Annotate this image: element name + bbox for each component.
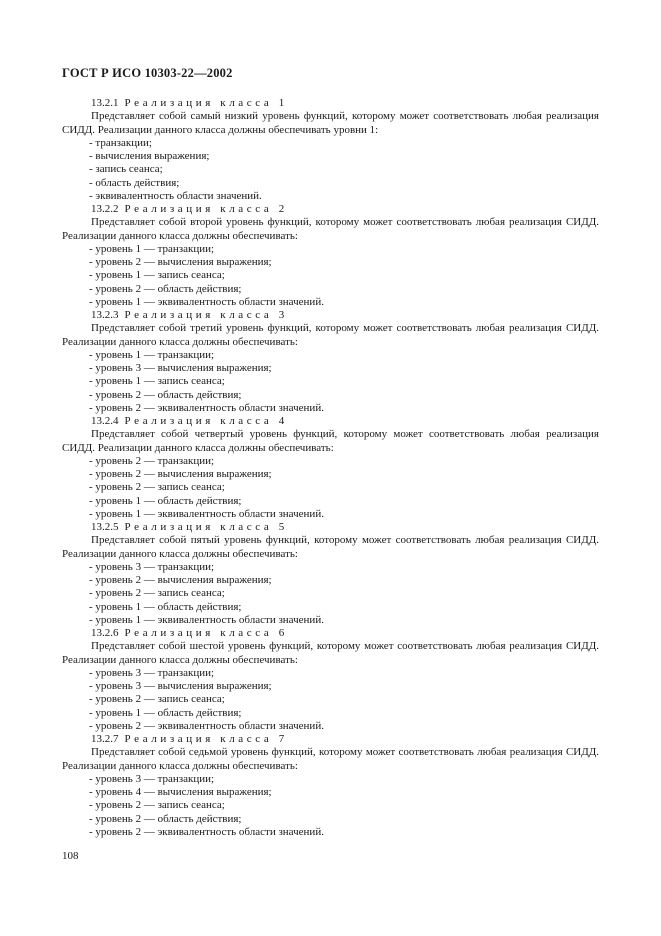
section-heading [62, 203, 599, 216]
section-paragraph: Представляет собой шестой уровень функций, которому может соответствовать любая реализация СИДД. Реализации данного класса должны обеспечивать: [62, 640, 599, 666]
section-13-2-5 [62, 521, 599, 627]
list-item: - транзакции; [89, 136, 152, 149]
list-item: - уровень 1 — эквивалентность области значений. [89, 613, 324, 626]
list-item: - запись сеанса; [89, 163, 163, 176]
section-13-2-2 [62, 203, 599, 309]
list-item: - уровень 2 — вычисления выражения; [89, 574, 272, 586]
document-body [62, 97, 599, 839]
page-number: 108 [62, 850, 79, 862]
list-item: - уровень 1 — транзакции; [89, 242, 215, 255]
requirements-list [62, 349, 599, 415]
section-heading [62, 733, 599, 746]
list-item: - уровень 2 — область действия; [89, 282, 242, 295]
list-item: - уровень 1 — транзакции; [89, 348, 215, 361]
list-item: - уровень 1 — область действия; [89, 706, 242, 719]
section-heading [62, 627, 599, 640]
list-item: - уровень 4 — вычисления выражения; [89, 786, 272, 798]
section-heading [62, 97, 599, 110]
section-number: 13.2.6 [91, 627, 119, 639]
list-item: - уровень 2 — вычисления выражения; [89, 468, 272, 480]
list-item: - уровень 1 — эквивалентность области значений. [89, 295, 324, 308]
section-title: Реализация класса 6 [124, 627, 288, 639]
section-heading [62, 309, 599, 322]
section-title: Реализация класса 7 [124, 733, 288, 745]
list-item: - уровень 1 — запись сеанса; [89, 375, 225, 388]
section-number: 13.2.4 [91, 415, 119, 427]
section-13-2-3 [62, 309, 599, 415]
list-item: - уровень 1 — запись сеанса; [89, 269, 225, 282]
section-title: Реализация класса 5 [124, 521, 288, 533]
list-item: - уровень 3 — транзакции; [89, 666, 215, 679]
list-item: - уровень 3 — транзакции; [89, 560, 215, 573]
section-number: 13.2.7 [91, 733, 119, 745]
requirements-list [62, 455, 599, 521]
section-13-2-6 [62, 627, 599, 733]
section-heading [62, 415, 599, 428]
section-13-2-4 [62, 415, 599, 521]
list-item: - уровень 2 — запись сеанса; [89, 799, 225, 812]
section-title: Реализация класса 4 [124, 415, 288, 427]
section-paragraph: Представляет собой третий уровень функций, которому может соответствовать любая реализация СИДД. Реализации данного класса должны обеспечивать: [62, 322, 599, 348]
requirements-list [62, 561, 599, 627]
section-number: 13.2.1 [91, 97, 119, 109]
section-title: Реализация класса 1 [124, 97, 288, 109]
list-item: - уровень 2 — эквивалентность области значений. [89, 719, 324, 732]
section-number: 13.2.2 [91, 203, 119, 215]
section-13-2-1 [62, 97, 599, 203]
requirements-list [62, 667, 599, 733]
section-heading [62, 521, 599, 534]
section-paragraph: Представляет собой четвертый уровень функций, которому может соответствовать любая реализация СИДД. Реализации данного класса должны обеспечивать: [62, 428, 599, 454]
requirements-list [62, 773, 599, 839]
list-item: - уровень 1 — область действия; [89, 494, 242, 507]
list-item: - уровень 2 — эквивалентность области значений. [89, 401, 324, 414]
list-item: - уровень 2 — эквивалентность области значений. [89, 825, 324, 838]
list-item: - уровень 2 — вычисления выражения; [89, 256, 272, 268]
list-item: - уровень 2 — запись сеанса; [89, 587, 225, 600]
list-item: - уровень 2 — запись сеанса; [89, 693, 225, 706]
section-number: 13.2.3 [91, 309, 119, 321]
page-header-title: ГОСТ Р ИСО 10303-22—2002 [62, 66, 233, 80]
list-item: - уровень 3 — вычисления выражения; [89, 680, 272, 692]
list-item: - уровень 2 — область действия; [89, 812, 242, 825]
section-13-2-7 [62, 733, 599, 839]
list-item: - область действия; [89, 176, 180, 189]
list-item: - уровень 1 — область действия; [89, 600, 242, 613]
list-item: - уровень 3 — вычисления выражения; [89, 362, 272, 374]
list-item: - вычисления выражения; [89, 150, 210, 162]
list-item: - уровень 2 — транзакции; [89, 454, 215, 467]
list-item: - уровень 2 — область действия; [89, 388, 242, 401]
section-paragraph: Представляет собой второй уровень функций, которому может соответствовать любая реализация СИДД. Реализации данного класса должны обеспечивать: [62, 216, 599, 242]
list-item: - уровень 2 — запись сеанса; [89, 481, 225, 494]
section-title: Реализация класса 3 [124, 309, 288, 321]
requirements-list [62, 137, 599, 203]
section-paragraph: Представляет собой самый низкий уровень функций, которому может соответствовать любая реализация СИДД. Реализации данного класса должны обеспечивать уровни 1: [62, 110, 599, 136]
section-paragraph: Представляет собой седьмой уровень функций, которому может соответствовать любая реализация СИДД. Реализации данного класса должны обеспечивать: [62, 746, 599, 772]
requirements-list [62, 243, 599, 309]
section-title: Реализация класса 2 [124, 203, 288, 215]
section-number: 13.2.5 [91, 521, 119, 533]
list-item: - эквивалентность области значений. [89, 189, 262, 202]
section-paragraph: Представляет собой пятый уровень функций, которому может соответствовать любая реализация СИДД. Реализации данного класса должны обеспечивать: [62, 534, 599, 560]
list-item: - уровень 3 — транзакции; [89, 772, 215, 785]
list-item: - уровень 1 — эквивалентность области значений. [89, 507, 324, 520]
